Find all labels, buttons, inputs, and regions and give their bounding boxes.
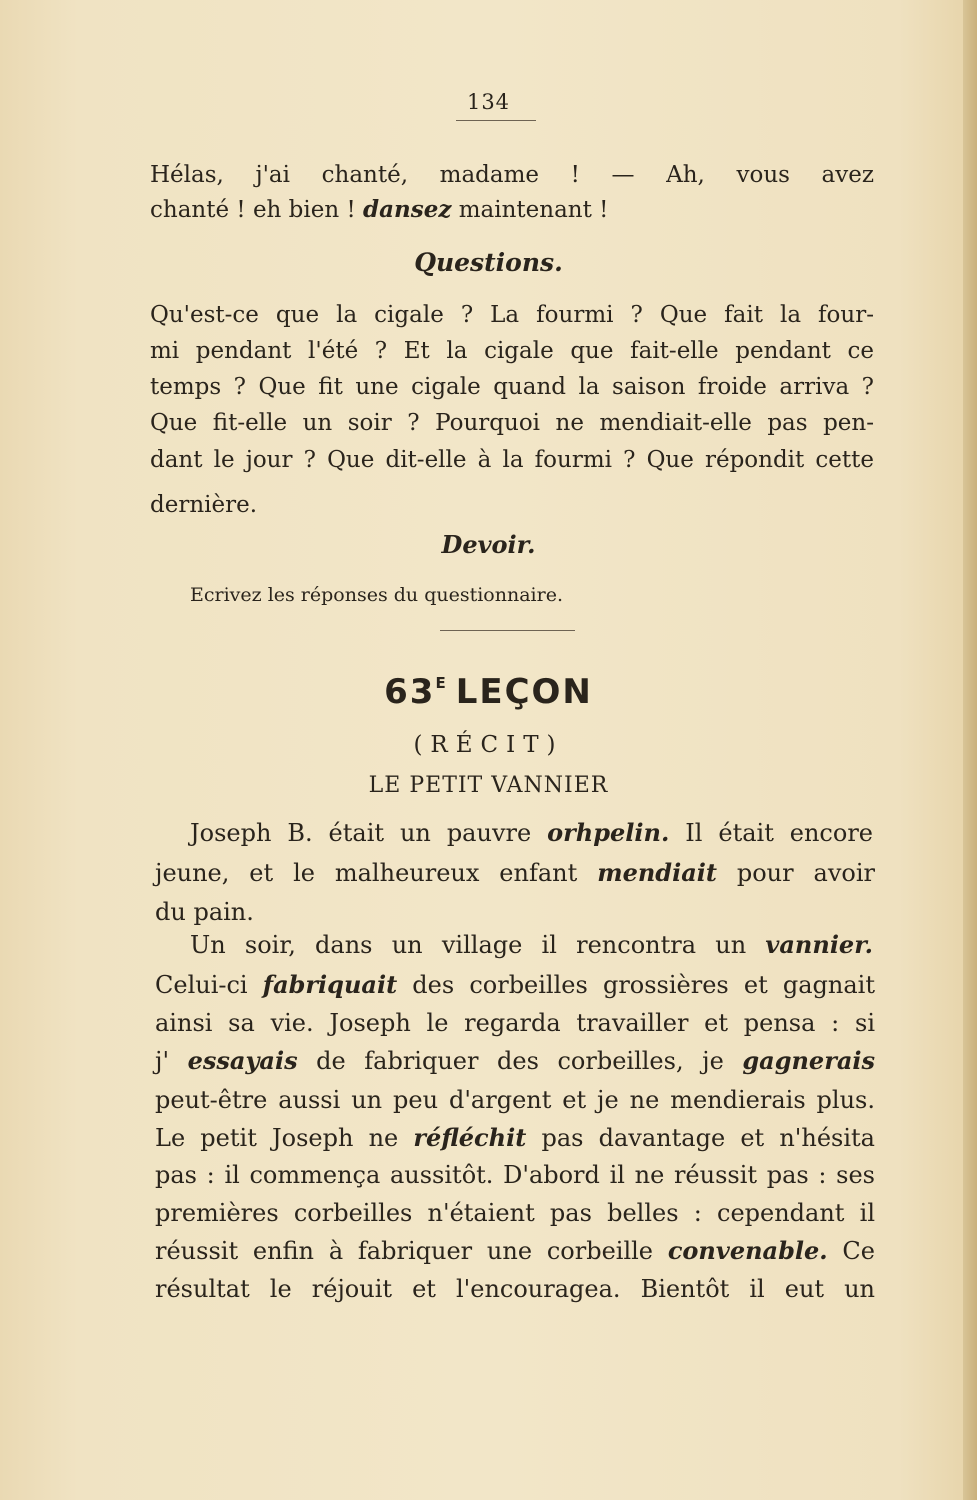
devoir-text: Ecrivez les réponses du questionnaire. [190, 584, 563, 606]
devoir-heading: Devoir. [441, 530, 536, 559]
story-line-5 [155, 970, 875, 1000]
story-word-reflechit: réfléchit [413, 1123, 527, 1152]
story-line-9 [155, 1123, 875, 1153]
intro-word-dansez: dansez [363, 196, 452, 223]
page-number-rule [456, 120, 536, 121]
lesson-word: LEÇON [455, 672, 593, 712]
questions-heading: Questions. [414, 248, 563, 277]
story-line-9-c: pas davantage et n'hésita [526, 1124, 875, 1152]
lesson-number-suffix: E [435, 674, 448, 692]
questions-line-1: Qu'est-ce que la cigale ? La fourmi ? Que fait la four- [150, 302, 874, 328]
story-word-convenable: convenable. [667, 1236, 828, 1265]
intro-line-1: Hélas, j'ai chanté, madame ! — Ah, vous avez [150, 162, 874, 188]
story-line-11: premières corbeilles n'étaient pas belles : cependant il [155, 1199, 875, 1227]
story-line-4 [190, 930, 873, 960]
story-word-fabriquait: fabriquait [262, 970, 398, 999]
story-line-10: pas : il commença aussitôt. D'abord il ne réussit pas : ses [155, 1161, 875, 1189]
intro-line-2 [150, 195, 874, 225]
intro-line-2-a: chanté ! eh bien ! [150, 197, 364, 223]
lesson-kind: (RÉCIT) [413, 732, 564, 758]
story-line-5-a: Celui-ci [155, 971, 263, 999]
story-line-13: résultat le réjouit et l'encouragea. Bientôt il eut un [155, 1275, 875, 1303]
story-line-5-c: des corbeilles grossières et gagnait [397, 971, 875, 999]
story-line-7 [155, 1046, 875, 1076]
questions-line-4: Que fit-elle un soir ? Pourquoi ne mendiait-elle pas pen- [150, 410, 874, 436]
questions-line-5: dant le jour ? Que dit-elle à la fourmi ? Que répondit cette [150, 447, 874, 473]
story-line-6: ainsi sa vie. Joseph le regarda travailler et pensa : si [155, 1009, 875, 1037]
questions-line-3: temps ? Que fit une cigale quand la saison froide arriva ? [150, 374, 874, 400]
story-word-orphelin: orhpelin. [547, 818, 670, 847]
questions-line-2: mi pendant l'été ? Et la cigale que fait-elle pendant ce [150, 338, 874, 364]
story-word-mendiait: mendiait [597, 858, 717, 887]
story-word-gagnerais: gagnerais [742, 1046, 876, 1075]
story-line-9-a: Le petit Joseph ne [155, 1124, 414, 1152]
story-word-vannier: vannier. [765, 930, 873, 959]
page-number: 134 [466, 90, 511, 114]
story-line-2-c: pour avoir [716, 859, 875, 887]
story-line-12-c: Ce [827, 1237, 875, 1265]
story-line-1-a: Joseph B. était un pauvre [190, 819, 548, 847]
story-line-12 [155, 1236, 875, 1266]
section-divider [440, 630, 575, 631]
story-line-1 [190, 818, 873, 848]
story-line-7-a: j' [155, 1047, 188, 1075]
intro-line-2-c: maintenant ! [451, 197, 609, 223]
lesson-number: 63 [384, 672, 436, 712]
story-line-3: du pain. [155, 898, 254, 926]
story-line-2 [155, 858, 875, 888]
story-line-2-a: jeune, et le malheureux enfant [155, 859, 598, 887]
story-line-4-a: Un soir, dans un village il rencontra un [190, 931, 766, 959]
questions-line-6: dernière. [150, 492, 258, 518]
story-title: LE PETIT VANNIER [368, 773, 609, 798]
story-line-7-c: de fabriquer des corbeilles, je [297, 1047, 743, 1075]
story-line-8: peut-être aussi un peu d'argent et je ne mendierais plus. [155, 1086, 875, 1114]
story-line-12-a: réussit enfin à fabriquer une corbeille [155, 1237, 668, 1265]
story-word-essayais: essayais [187, 1046, 298, 1075]
lesson-heading [0, 672, 977, 712]
story-line-1-c: Il était encore [669, 819, 873, 847]
